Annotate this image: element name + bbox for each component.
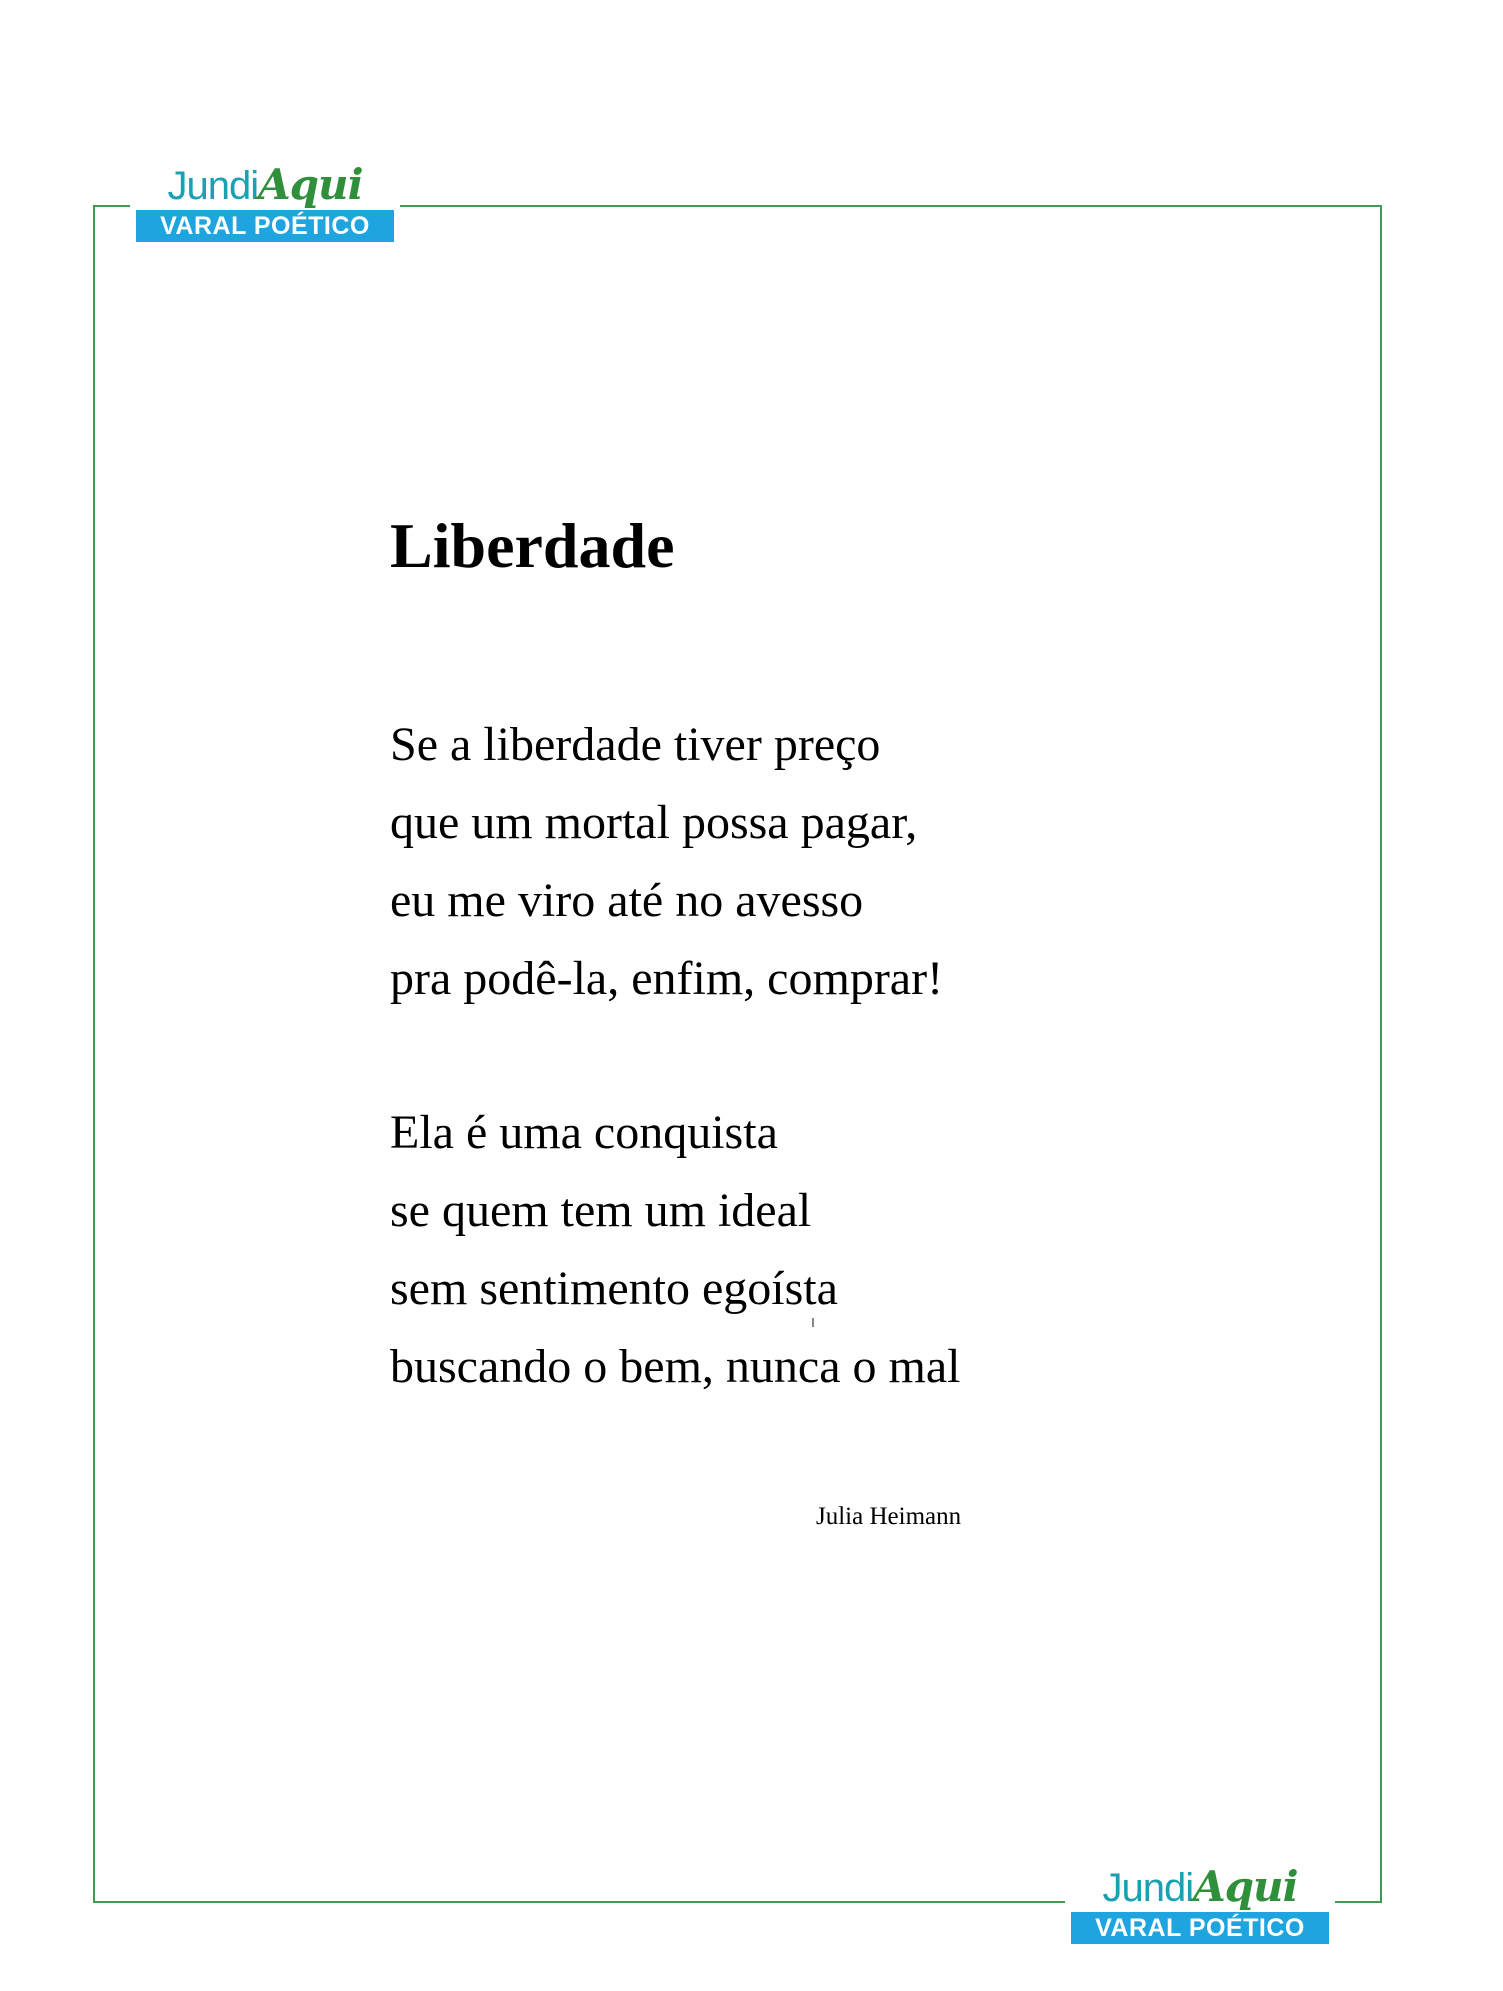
poem-title: Liberdade bbox=[390, 510, 675, 581]
stanza-2 bbox=[390, 1094, 961, 1406]
page-frame bbox=[93, 205, 1382, 1903]
stanza-1 bbox=[390, 706, 943, 1018]
logo-wordmark bbox=[1071, 1862, 1329, 1912]
verse-line: sem sentimento egoísta bbox=[390, 1262, 838, 1315]
stray-mark bbox=[812, 1318, 814, 1327]
logo-banner: VARAL POÉTICO bbox=[1071, 1912, 1329, 1944]
poem-author: Julia Heimann bbox=[816, 1503, 962, 1530]
logo-jundi-text: Jundi bbox=[167, 164, 259, 208]
verse-line: Se a liberdade tiver preço bbox=[390, 718, 881, 771]
verse-line: buscando o bem, nunca o mal bbox=[390, 1340, 961, 1393]
logo-aqui-text: Aqui bbox=[1193, 1862, 1298, 1911]
verse-line: pra podê-la, enfim, comprar! bbox=[390, 952, 944, 1005]
logo-banner: VARAL POÉTICO bbox=[136, 210, 394, 242]
logo-aqui-text: Aqui bbox=[258, 160, 363, 209]
logo-bottom bbox=[1065, 1862, 1335, 1944]
logo-wordmark bbox=[136, 160, 394, 210]
logo-top bbox=[130, 160, 400, 242]
verse-line: se quem tem um ideal bbox=[390, 1184, 812, 1237]
verse-line: que um mortal possa pagar, bbox=[390, 796, 918, 849]
verse-line: eu me viro até no avesso bbox=[390, 874, 864, 927]
verse-line: Ela é uma conquista bbox=[390, 1106, 778, 1159]
logo-jundi-text: Jundi bbox=[1102, 1866, 1194, 1910]
